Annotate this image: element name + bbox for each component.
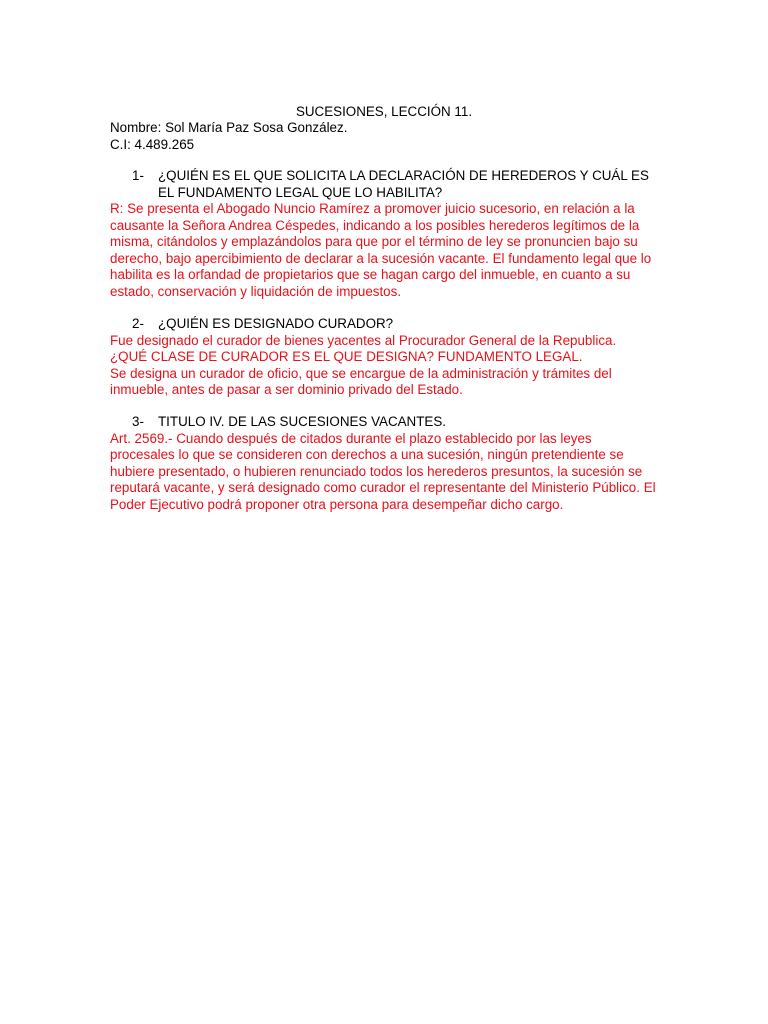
document-title: SUCESIONES, LECCIÓN 11. [295,104,473,119]
question-2-text: ¿QUIÉN ES DESIGNADO CURADOR? [158,316,394,331]
question-3-number: 3- [132,414,144,429]
answer-2: Fue designado el curador de bienes yacentes al Procurador General de la Republica. [110,332,617,348]
question-2-number: 2- [132,316,144,331]
section-3 [110,414,660,513]
student-name: Nombre: Sol María Paz Sosa González. [110,120,348,135]
question-1-number: 1- [132,168,144,183]
section-2 [110,316,660,399]
section-1 [110,168,660,300]
answer-1: R: Se presenta el Abogado Nuncio Ramírez a promover juicio sucesorio, en relación a la causante la Señora Andrea Céspedes, indicando a los posibles herederos legítimos de la misma, citándolos y emplazándolos para que por el término de ley se pronuncien bajo su derecho, bajo apercibimiento de declarar a la sucesión vacante. El fundamento legal que lo habilita es la orfandad de propietarios que se hagan cargo del inmueble, en cuanto a su estado, conservación y liquidación de impuestos. [110,201,652,299]
question-1-text: ¿QUIÉN ES EL QUE SOLICITA LA DECLARACIÓN DE HEREDEROS Y CUÁL ES EL FUNDAMENTO LEGAL QUE LO HABILITA? [158,168,649,200]
subquestion-2: ¿QUÉ CLASE DE CURADOR ES EL QUE DESIGNA? FUNDAMENTO LEGAL. [110,349,583,364]
question-1 [110,168,660,201]
subanswer-2: Se designa un curador de oficio, que se encargue de la administración y trámites del inmueble, antes de pasar a ser dominio privado del Estado. [110,365,612,397]
student-id: C.I: 4.489.265 [110,136,195,152]
student-info [110,120,347,153]
answer-3: Art. 2569.- Cuando después de citados durante el plazo establecido por las leyes procesales lo que se consideren con derechos a una sucesión, ningún pretendiente se hubiere presentado, o hubieren renunciado todos los herederos presuntos, la sucesión se reputará vacante, y será designado como curador el representante del Ministerio Público. El Poder Ejecutivo podrá proponer otra persona para desempeñar dicho cargo. [110,430,656,512]
question-2 [110,316,660,333]
question-3-text: TITULO IV. DE LAS SUCESIONES VACANTES. [158,414,446,429]
question-3 [110,414,660,431]
